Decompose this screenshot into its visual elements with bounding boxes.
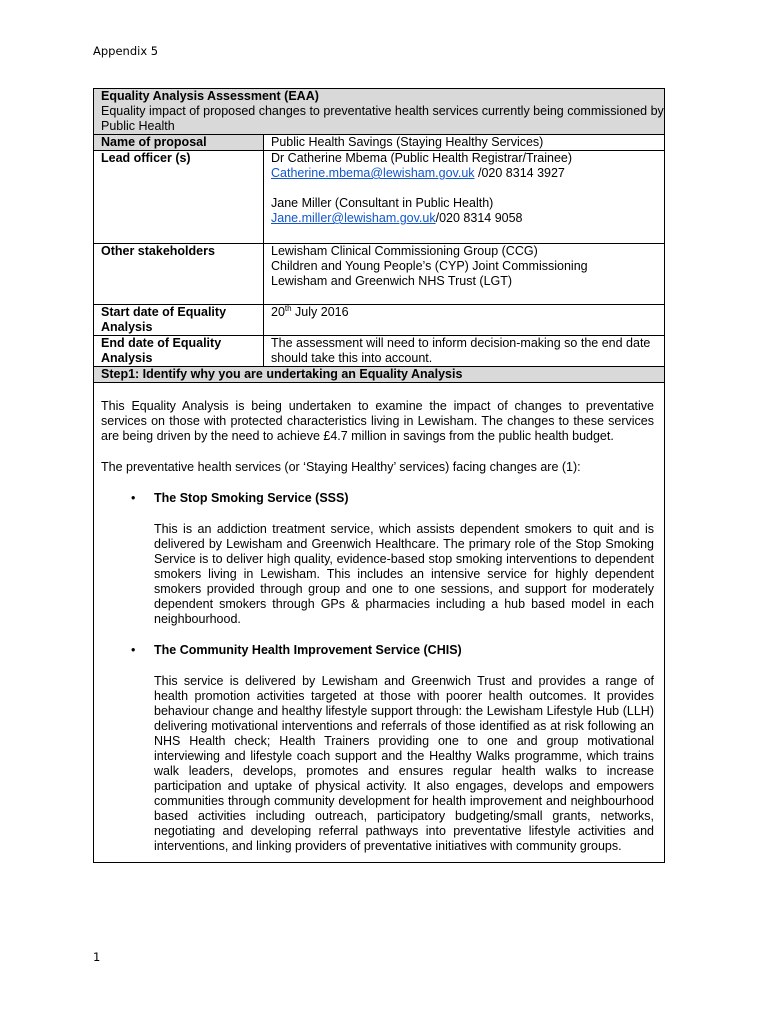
- start-date-row: [94, 305, 665, 336]
- lead-officer-label: Lead officer (s): [94, 151, 264, 244]
- lead-officer-row: [94, 151, 665, 244]
- stakeholders-label: Other stakeholders: [94, 244, 264, 305]
- start-date-value: [264, 305, 665, 336]
- intro-paragraph: This Equality Analysis is being undertaken to examine the impact of changes to preventative services on those with protected characteristics living in Lewisham. The changes to these services are being driven by the need to achieve £4.7 million in savings from the public health budget.: [101, 399, 654, 443]
- officer2-contact: [271, 211, 664, 226]
- bullet-icon: •: [131, 491, 136, 505]
- service-title: The Community Health Improvement Service (CHIS): [154, 643, 462, 657]
- service-heading: [101, 491, 654, 506]
- stakeholder-item: Children and Young People’s (CYP) Joint Commissioning: [271, 259, 588, 273]
- service-heading: [101, 643, 654, 658]
- eaa-table: [93, 88, 665, 863]
- proposal-value: Public Health Savings (Staying Healthy Services): [264, 135, 665, 151]
- start-date-label: Start date of Equality Analysis: [94, 305, 264, 336]
- title-row: [94, 89, 665, 135]
- end-date-row: [94, 336, 665, 367]
- bullet-icon: •: [131, 643, 136, 657]
- spacer: [271, 181, 664, 196]
- lead-officer-details: [264, 151, 665, 244]
- officer1-phone: /020 8314 3927: [474, 166, 565, 180]
- appendix-label: Appendix 5: [93, 44, 159, 58]
- officer1-contact: [271, 166, 664, 181]
- service-description: This is an addiction treatment service, which assists dependent smokers to quit and is delivered by Lewisham and Greenwich Healthcare. The primary role of the Stop Smoking Service is to deliver high quality, evidence-based stop smoking interventions to dependent smokers living in Lewisham. This includes an intensive service for highly dependent smokers provided through group and one to one sessions, and support for moderately dependent smokers through GPs & pharmacies including a hub based model in each neighbourhood.: [154, 522, 654, 626]
- step1-heading-row: [94, 367, 665, 383]
- officer2-name: Jane Miller (Consultant in Public Health): [271, 196, 494, 210]
- spacer: [101, 506, 654, 522]
- service-title: The Stop Smoking Service (SSS): [154, 491, 349, 505]
- lead-in-paragraph: The preventative health services (or ‘Staying Healthy’ services) facing changes are (1):: [101, 460, 581, 474]
- spacer: [101, 658, 654, 674]
- start-date-suffix: th: [284, 304, 292, 313]
- stakeholders-list: [264, 244, 665, 305]
- end-date-label: End date of Equality Analysis: [94, 336, 264, 367]
- proposal-row: [94, 135, 665, 151]
- step1-heading: Step1: Identify why you are undertaking an Equality Analysis: [94, 367, 665, 383]
- officer1-email-link[interactable]: Catherine.mbema@lewisham.gov.uk: [271, 166, 475, 180]
- officer2-phone: /020 8314 9058: [435, 211, 523, 225]
- spacer: [101, 627, 654, 643]
- title-cell: [94, 89, 665, 135]
- step1-body-row: [94, 383, 665, 863]
- officer2-email-link[interactable]: Jane.miller@lewisham.gov.uk: [271, 211, 436, 225]
- stakeholders-row: [94, 244, 665, 305]
- stakeholder-item: Lewisham Clinical Commissioning Group (CCG): [271, 244, 538, 258]
- service-description: This service is delivered by Lewisham and Greenwich Trust and provides a range of health promotion activities targeted at those with poorer health outcomes. It provides behaviour change and healthy lifestyle support through: the Lewisham Lifestyle Hub (LLH) delivering motivational interventions and referrals of those identified as at risk following an NHS Health check; Health Trainers providing one to one and group motivational interviewing and lifestyle coach support and the Healthy Walks programme, which trains walk leaders, develops, promotes and ensures regular health walks to increase participation and uptake of physical activity. It also engages, develops and empowers communities through community development for health improvement and neighbourhood based activities including outreach, participatory budgeting/small grants, networks, negotiating and developing referral pathways into preventative lifestyle activities and interventions, and linking providers of preventative initiatives with community groups.: [154, 674, 654, 853]
- document-title: Equality Analysis Assessment (EAA): [101, 89, 319, 103]
- officer1-name: Dr Catherine Mbema (Public Health Registrar/Trainee): [271, 151, 573, 165]
- page-number: 1: [93, 950, 101, 964]
- step1-body: [94, 383, 665, 863]
- spacer: [101, 444, 654, 460]
- proposal-label: Name of proposal: [94, 135, 264, 151]
- stakeholder-item: Lewisham and Greenwich NHS Trust (LGT): [271, 274, 513, 288]
- start-date-month-year: July 2016: [291, 305, 349, 319]
- document-subtitle: Equality impact of proposed changes to preventative health services currently being commissioned by Public Health: [101, 104, 664, 133]
- end-date-value: The assessment will need to inform decision-making so the end date should take this into account.: [264, 336, 665, 367]
- start-date-day: 20: [271, 305, 285, 319]
- spacer: [101, 475, 654, 491]
